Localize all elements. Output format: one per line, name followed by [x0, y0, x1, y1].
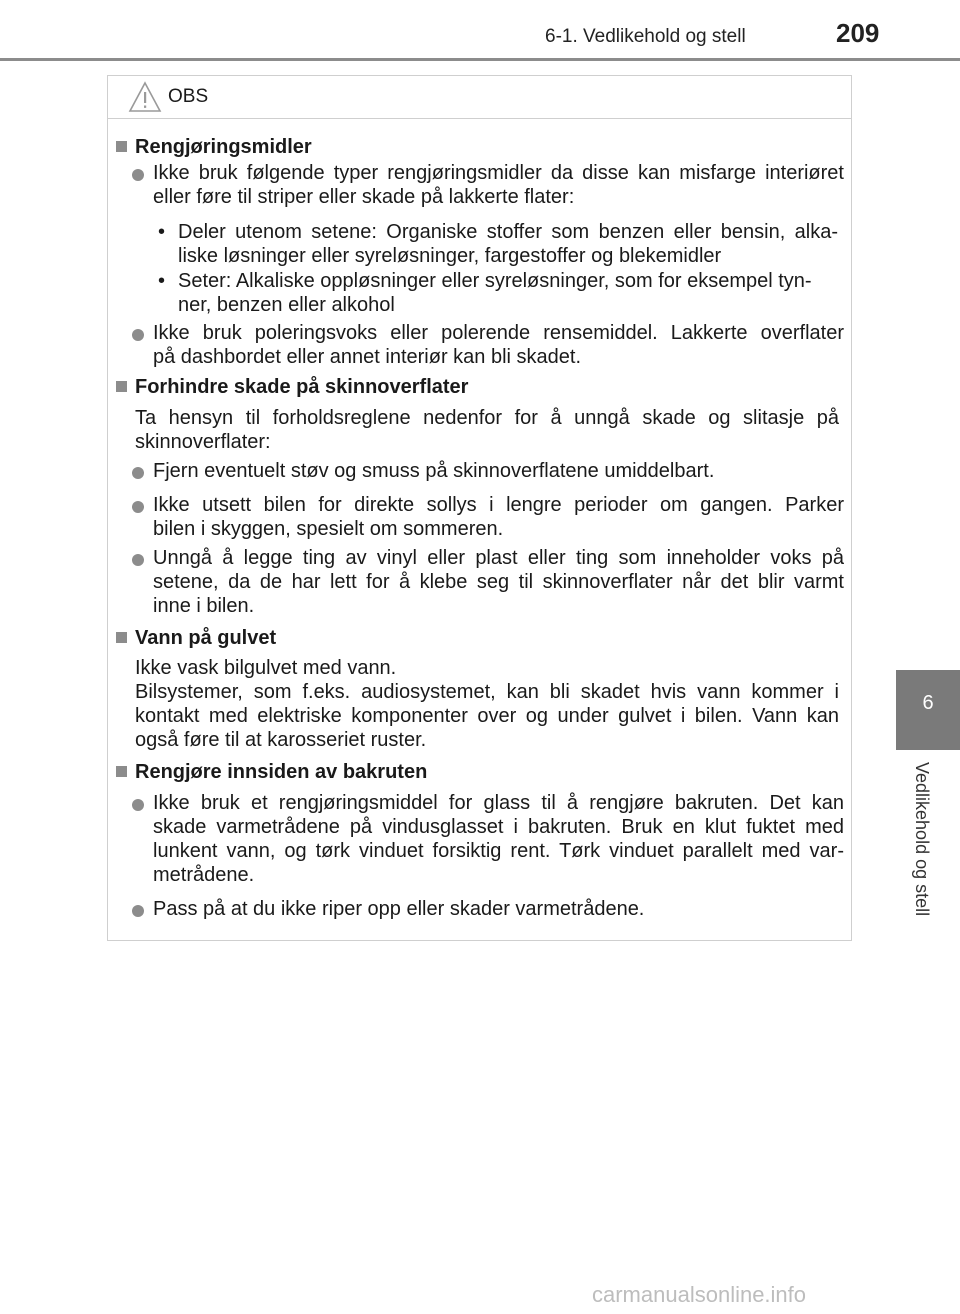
watermark: carmanualsonline.info [592, 1282, 807, 1307]
paragraph-text: kontakt med elektriske komponenter over og under gulvet i bilen. Vann kan [135, 705, 839, 727]
section-marker [116, 632, 127, 643]
caution-header [108, 76, 851, 119]
paragraph-text: også føre til at karosseriet ruster. [135, 729, 427, 751]
section-marker [116, 381, 127, 392]
bullet-text: inne i bilen. [153, 595, 255, 617]
paragraph-text: skinnoverflater: [135, 431, 271, 453]
section-marker [116, 141, 127, 152]
chapter-tab [896, 670, 960, 750]
bullet-dot [132, 799, 144, 811]
paragraph-text: Ikke vask bilgulvet med vann. [135, 657, 397, 679]
sub-bullet-text: liske løsninger eller syreløsninger, fargestoffer og blekemidler [178, 245, 722, 267]
bullet-dot [132, 169, 144, 181]
sub-bullet-text: ner, benzen eller alkohol [178, 294, 395, 316]
bullet-text: Unngå å legge ting av vinyl eller plast eller ting som inneholder voks på [153, 547, 844, 569]
bullet-text: lunkent vann, og tørk vinduet forsiktig rent. Tørk vinduet parallelt med var- [153, 840, 844, 862]
bullet-text: setene, da de har lett for å klebe seg til skinnoverflater når det blir varmt [153, 571, 844, 593]
sub-bullet-marker: • [158, 270, 166, 292]
section-heading: Forhindre skade på skinnoverflater [135, 376, 469, 398]
bullet-text: skade varmetrådene på vindusglasset i bakruten. Bruk en klut fuktet med [153, 816, 844, 838]
bullet-text: Pass på at du ikke riper opp eller skader varmetrådene. [153, 898, 645, 920]
section-heading: Rengjøre innsiden av bakruten [135, 761, 428, 783]
bullet-text: Ikke utsett bilen for direkte sollys i lengre perioder om gangen. Parker [153, 494, 844, 516]
section-heading: Vann på gulvet [135, 627, 277, 649]
bullet-text: Ikke bruk poleringsvoks eller polerende rensemiddel. Lakkerte overflater [153, 322, 844, 344]
sub-bullet-text: Seter: Alkaliske oppløsninger eller syreløsninger, som for eksempel tyn- [178, 270, 812, 292]
bullet-dot [132, 501, 144, 513]
paragraph-text: Ta hensyn til forholdsreglene nedenfor for å unngå skade og slitasje på [135, 407, 839, 429]
bullet-text: bilen i skyggen, spesielt om sommeren. [153, 518, 504, 540]
sub-bullet-text: Deler utenom setene: Organiske stoffer som benzen eller bensin, alka- [178, 221, 838, 243]
bullet-dot [132, 467, 144, 479]
bullet-dot [132, 905, 144, 917]
caution-title: OBS [168, 86, 209, 107]
bullet-text: metrådene. [153, 864, 255, 886]
bullet-text: på dashbordet eller annet interiør kan bli skadet. [153, 346, 582, 368]
bullet-text: Fjern eventuelt støv og smuss på skinnoverflatene umiddelbart. [153, 460, 715, 482]
bullet-dot [132, 329, 144, 341]
chapter-number: 6 [922, 692, 934, 714]
bullet-text: eller føre til striper eller skade på lakkerte flater: [153, 186, 575, 208]
header-divider [0, 58, 960, 61]
page-number: 209 [836, 18, 880, 48]
sub-bullet-marker: • [158, 221, 166, 243]
bullet-dot [132, 554, 144, 566]
section-marker [116, 766, 127, 777]
chapter-label: Vedlikehold og stell [912, 762, 932, 917]
paragraph-text: Bilsystemer, som f.eks. audiosystemet, kan bli skadet hvis vann kommer i [135, 681, 839, 703]
bullet-text: Ikke bruk et rengjøringsmiddel for glass til å rengjøre bakruten. Det kan [153, 792, 844, 814]
section-title: 6-1. Vedlikehold og stell [545, 26, 746, 47]
section-heading: Rengjøringsmidler [135, 136, 312, 158]
warning-triangle-icon [128, 81, 162, 113]
caution-panel [107, 75, 852, 941]
bullet-text: Ikke bruk følgende typer rengjøringsmidler da disse kan misfarge interiøret [153, 162, 844, 184]
